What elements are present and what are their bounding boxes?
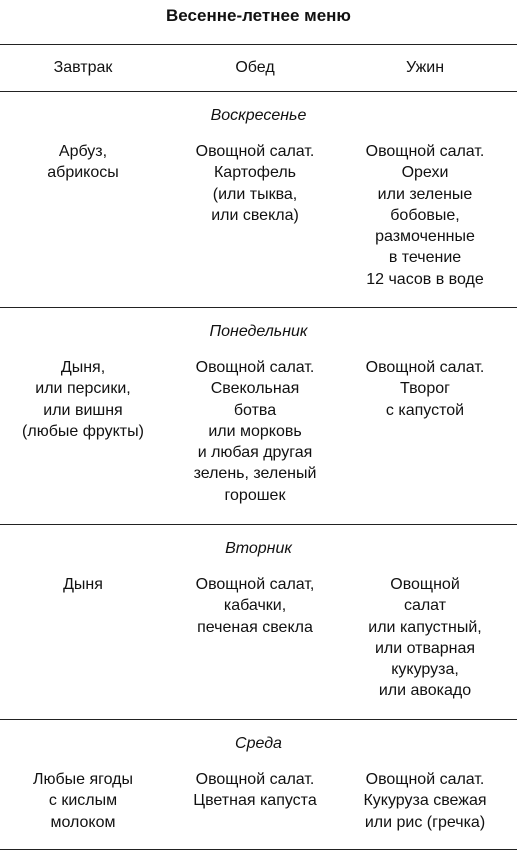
table-bottom-rule xyxy=(0,849,517,850)
wednesday-breakfast: Любые ягоды с кислым молоком xyxy=(32,771,134,831)
column-header-dinner: Ужин xyxy=(405,59,445,76)
table-header-row xyxy=(0,44,517,91)
wednesday-dinner: Овощной салат. Кукуруза свежая или рис (гречка) xyxy=(363,771,487,831)
sunday-breakfast: Арбуз, абрикосы xyxy=(47,143,119,182)
tuesday-lunch: Овощной салат, кабачки, печеная свекла xyxy=(195,576,315,636)
section-divider-sunday xyxy=(0,307,517,308)
sunday-dinner: Овощной салат. Орехи или зеленые бобовые, размоченные в течение 12 часов в воде xyxy=(365,143,485,288)
tuesday-dinner: Овощной салат или капустный, или отварная кукуруза, или авокадо xyxy=(368,576,482,700)
wednesday-lunch: Овощной салат. Цветная капуста xyxy=(193,771,317,810)
day-title-wednesday: Среда xyxy=(235,735,282,752)
section-divider-tuesday xyxy=(0,719,517,720)
column-header-lunch: Обед xyxy=(235,59,275,76)
day-title-sunday: Воскресенье xyxy=(210,107,307,124)
monday-dinner: Овощной салат. Творог с капустой xyxy=(365,359,485,419)
monday-lunch: Овощной салат. Свекольная ботва или морковь и любая другая зелень, зеленый горошек xyxy=(193,359,317,504)
header-bottom-rule xyxy=(0,91,517,92)
day-title-tuesday: Вторник xyxy=(225,540,292,557)
day-title-monday: Понедельник xyxy=(209,323,308,340)
section-divider-monday xyxy=(0,524,517,525)
page-title: Весенне-летнее меню xyxy=(166,6,351,25)
tuesday-breakfast: Дыня xyxy=(63,576,103,593)
column-header-breakfast: Завтрак xyxy=(53,59,113,76)
monday-breakfast: Дыня, или персики, или вишня (любые фрукты) xyxy=(22,359,144,440)
sunday-lunch: Овощной салат. Картофель (или тыква, или свекла) xyxy=(195,143,315,224)
